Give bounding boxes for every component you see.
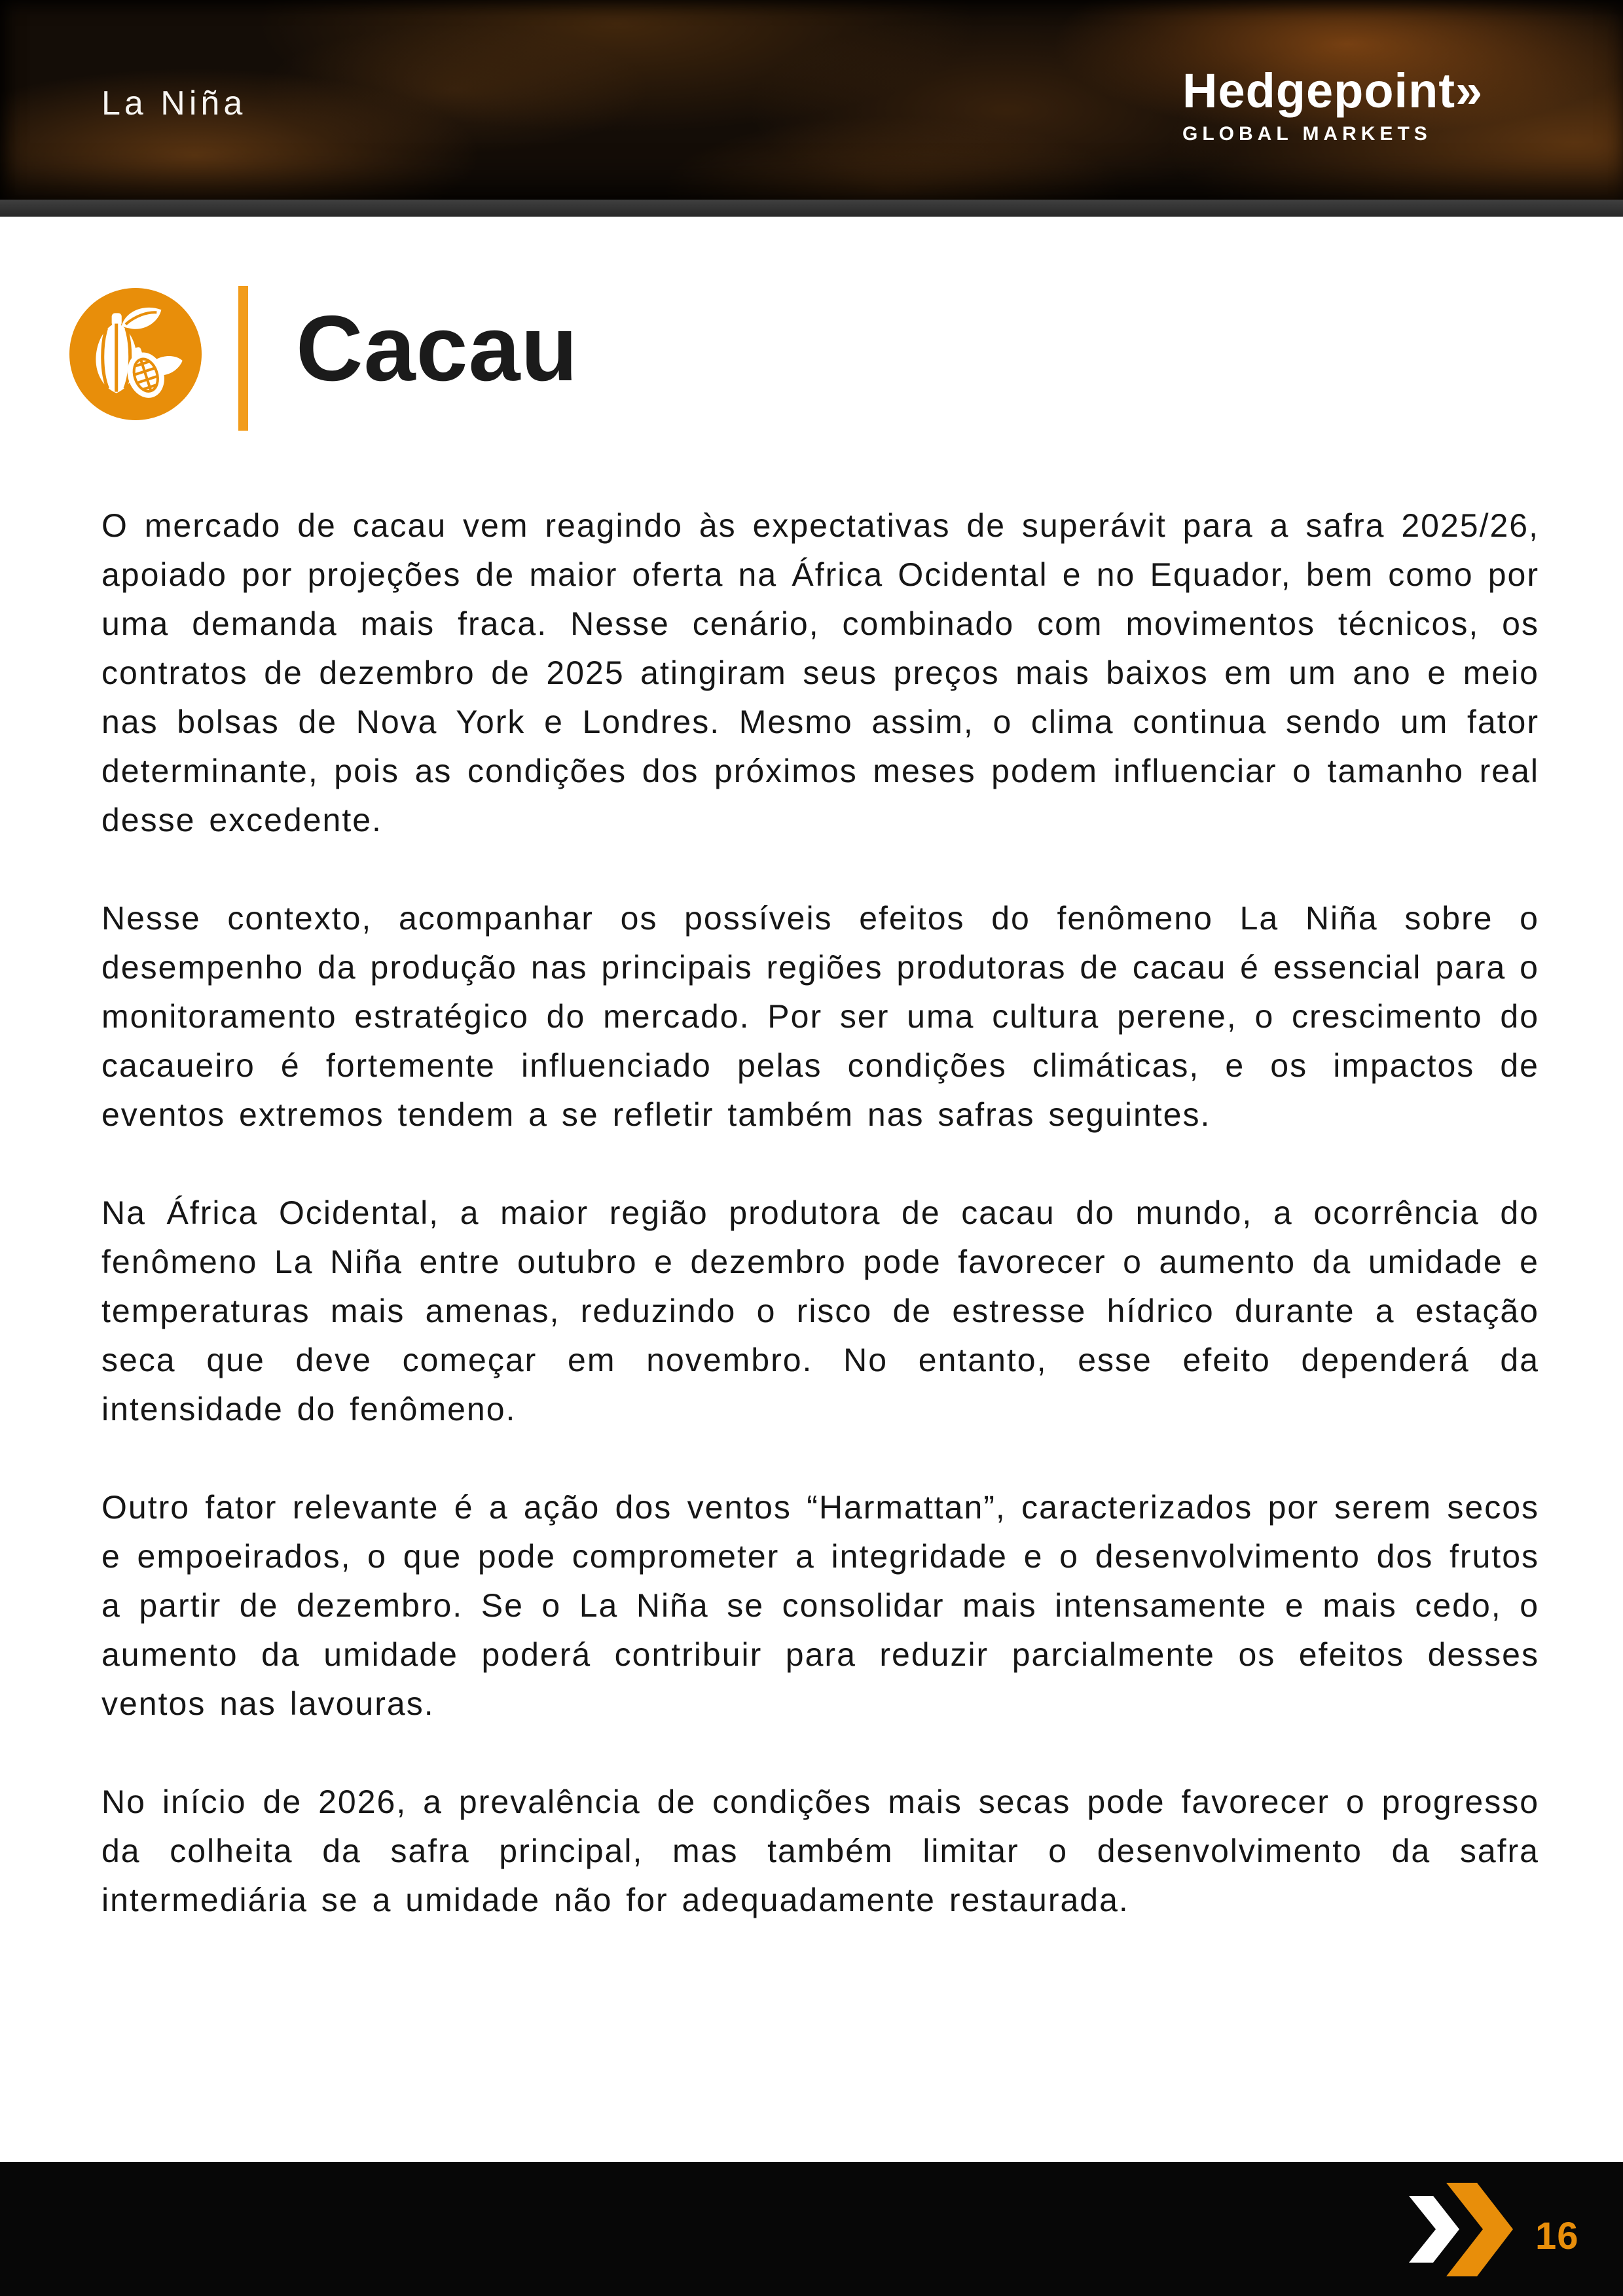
paragraph: No início de 2026, a prevalência de condições mais secas pode favorecer o progresso da colheita da safra principal, mas também limitar o desenvolvimento da safra intermediária se a umidade não for adequadamente restaurada. <box>101 1784 1539 1918</box>
page-number: 16 <box>1535 2215 1579 2257</box>
paragraph: Na África Ocidental, a maior região produtora de cacau do mundo, a ocorrência do fenômeno La Niña entre outubro e dezembro pode favorecer o aumento da umidade e temperaturas mais amenas, reduzindo o risco de estresse hídrico durante a estação seca que deve começar em novembro. No entanto, esse efeito dependerá da intensidade do fenômeno. <box>101 1194 1539 1427</box>
brand-name: Hedgepoint <box>1182 63 1455 118</box>
brand-logo <box>1182 65 1483 145</box>
title-accent-bar <box>238 286 248 431</box>
header-divider-strip <box>0 200 1623 217</box>
paragraph: O mercado de cacau vem reagindo às expectativas de superávit para a safra 2025/26, apoiado por projeções de maior oferta na África Ocidental e no Equador, bem como por uma demanda mais fraca. Nesse cenário, combinado com movimentos técnicos, os contratos de dezembro de 2025 atingiram seus preços mais baixos em um ano e meio nas bolsas de Nova York e Londres. Mesmo assim, o clima continua sendo um fator determinante, pois as condições dos próximos meses podem influenciar o tamanho real desse excedente. <box>101 507 1539 838</box>
page-title: Cacau <box>296 296 579 401</box>
paragraph: Outro fator relevante é a ação dos ventos “Harmattan”, caracterizados por serem secos e empoeirados, o que pode comprometer a integridade e o desenvolvimento dos frutos a partir de dezembro. Se o La Niña se consolidar mais intensamente e mais cedo, o aumento da umidade poderá contribuir para reduzir parcialmente os efeitos desses ventos nas lavouras. <box>101 1489 1539 1722</box>
article-body <box>101 501 1539 1974</box>
report-topic-title: La Niña <box>101 84 247 122</box>
cocoa-pods-icon <box>69 288 202 420</box>
paragraph: Nesse contexto, acompanhar os possíveis efeitos do fenômeno La Niña sobre o desempenho da produção nas principais regiões produtoras de cacau é essencial para o monitoramento estratégico do mercado. Por ser uma cultura perene, o crescimento do cacaueiro é fortemente influenciado pelas condições climáticas, e os impactos de eventos extremos tendem a se refletir também nas safras seguintes. <box>101 900 1539 1133</box>
footer-bar <box>0 2162 1623 2296</box>
brand-double-chevron-icon: » <box>1455 63 1484 118</box>
brand-tagline: GLOBAL MARKETS <box>1182 123 1432 145</box>
header-banner <box>0 0 1623 200</box>
double-chevron-right-icon <box>1409 2183 1516 2276</box>
